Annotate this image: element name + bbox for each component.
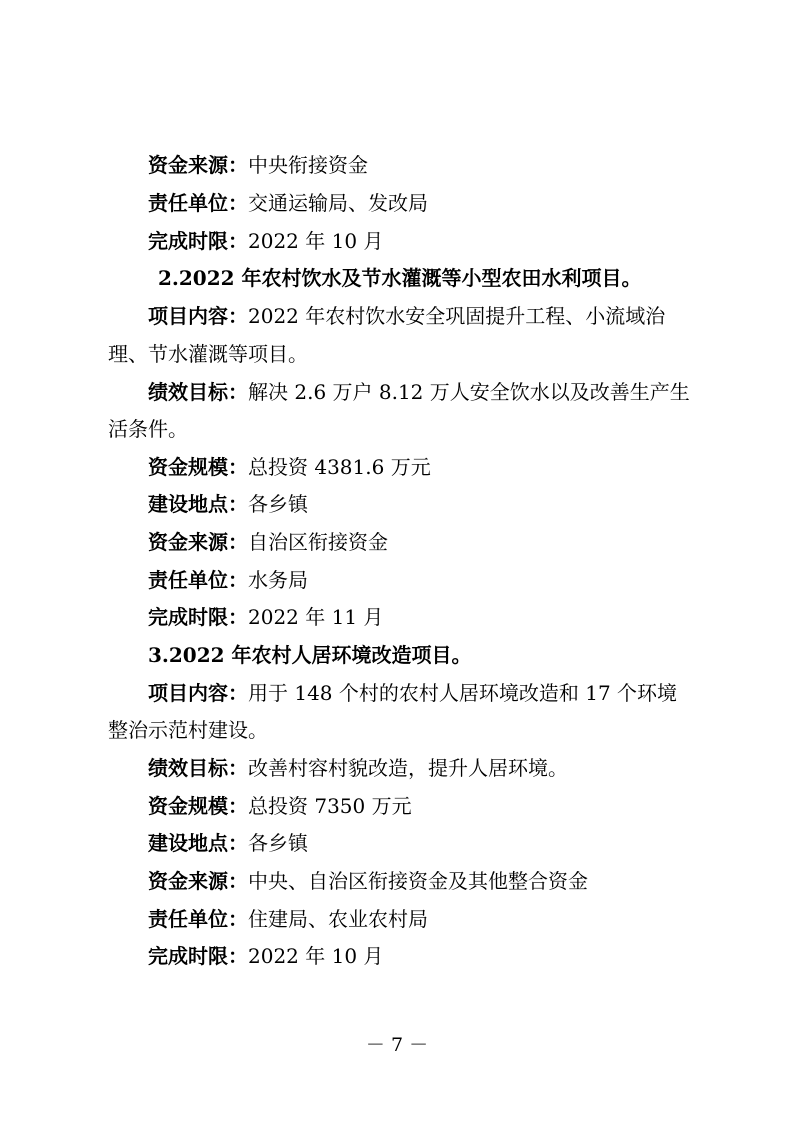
field-value: 住建局、农业农村局 <box>248 907 428 931</box>
field-label: 资金来源： <box>148 153 248 177</box>
project3-location <box>148 833 308 853</box>
field-label: 项目内容： <box>148 681 248 705</box>
field-value: 中央、自治区衔接资金及其他整合资金 <box>248 869 588 893</box>
project3-fund-source <box>148 871 588 891</box>
project2-content-cont: 理、节水灌溉等项目。 <box>108 342 308 366</box>
project3-content-cont: 整治示范村建设。 <box>108 718 268 742</box>
field-label: 项目内容： <box>148 304 248 328</box>
block1-responsible-unit <box>148 193 428 213</box>
field-label: 建设地点： <box>148 492 248 516</box>
field-label: 完成时限： <box>148 229 248 253</box>
project2-deadline <box>148 607 383 627</box>
field-value: 2022 年 11 月 <box>248 605 384 629</box>
field-label: 完成时限： <box>148 944 248 968</box>
project3-content <box>148 683 677 703</box>
field-label: 责任单位： <box>148 191 248 215</box>
field-value: 2022 年 10 月 <box>248 944 384 968</box>
project2-scale <box>148 457 431 477</box>
project3-deadline <box>148 946 383 966</box>
page-number: － 7 － <box>365 1034 429 1056</box>
block1-deadline <box>148 231 383 251</box>
field-label: 绩效目标： <box>148 756 248 780</box>
field-value: 水务局 <box>248 568 308 592</box>
field-label: 资金规模： <box>148 455 248 479</box>
field-label: 资金来源： <box>148 530 248 554</box>
field-value: 解决 2.6 万户 8.12 万人安全饮水以及改善生产生 <box>248 380 690 404</box>
field-label: 完成时限： <box>148 605 248 629</box>
project2-content <box>148 306 665 326</box>
field-label: 绩效目标： <box>148 380 248 404</box>
field-value: 中央衔接资金 <box>248 153 368 177</box>
project2-goal-cont: 活条件。 <box>108 417 188 441</box>
field-value: 2022 年 10 月 <box>248 229 384 253</box>
field-value: 用于 148 个村的农村人居环境改造和 17 个环境 <box>248 681 678 705</box>
project3-scale <box>148 796 412 816</box>
field-value: 总投资 4381.6 万元 <box>248 455 431 479</box>
project2-responsible-unit <box>148 570 308 590</box>
project2-location <box>148 494 308 514</box>
field-value: 交通运输局、发改局 <box>248 191 428 215</box>
field-value: 改善村容村貌改造，提升人居环境。 <box>248 756 568 780</box>
block1-fund-source <box>148 155 368 175</box>
project3-goal <box>148 758 568 778</box>
field-value: 各乡镇 <box>248 831 308 855</box>
project2-fund-source <box>148 532 388 552</box>
field-value: 总投资 7350 万元 <box>248 794 412 818</box>
field-label: 资金来源： <box>148 869 248 893</box>
field-value: 2022 年农村饮水安全巩固提升工程、小流域治 <box>248 304 666 328</box>
project3-responsible-unit <box>148 909 428 929</box>
project2-title: 2.2022 年农村饮水及节水灌溉等小型农田水利项目。 <box>158 266 642 290</box>
field-label: 建设地点： <box>148 831 248 855</box>
field-value: 自治区衔接资金 <box>248 530 388 554</box>
project3-title: 3.2022 年农村人居环境改造项目。 <box>148 643 472 667</box>
field-label: 责任单位： <box>148 907 248 931</box>
field-label: 责任单位： <box>148 568 248 592</box>
project2-goal <box>148 382 690 402</box>
field-label: 资金规模： <box>148 794 248 818</box>
field-value: 各乡镇 <box>248 492 308 516</box>
